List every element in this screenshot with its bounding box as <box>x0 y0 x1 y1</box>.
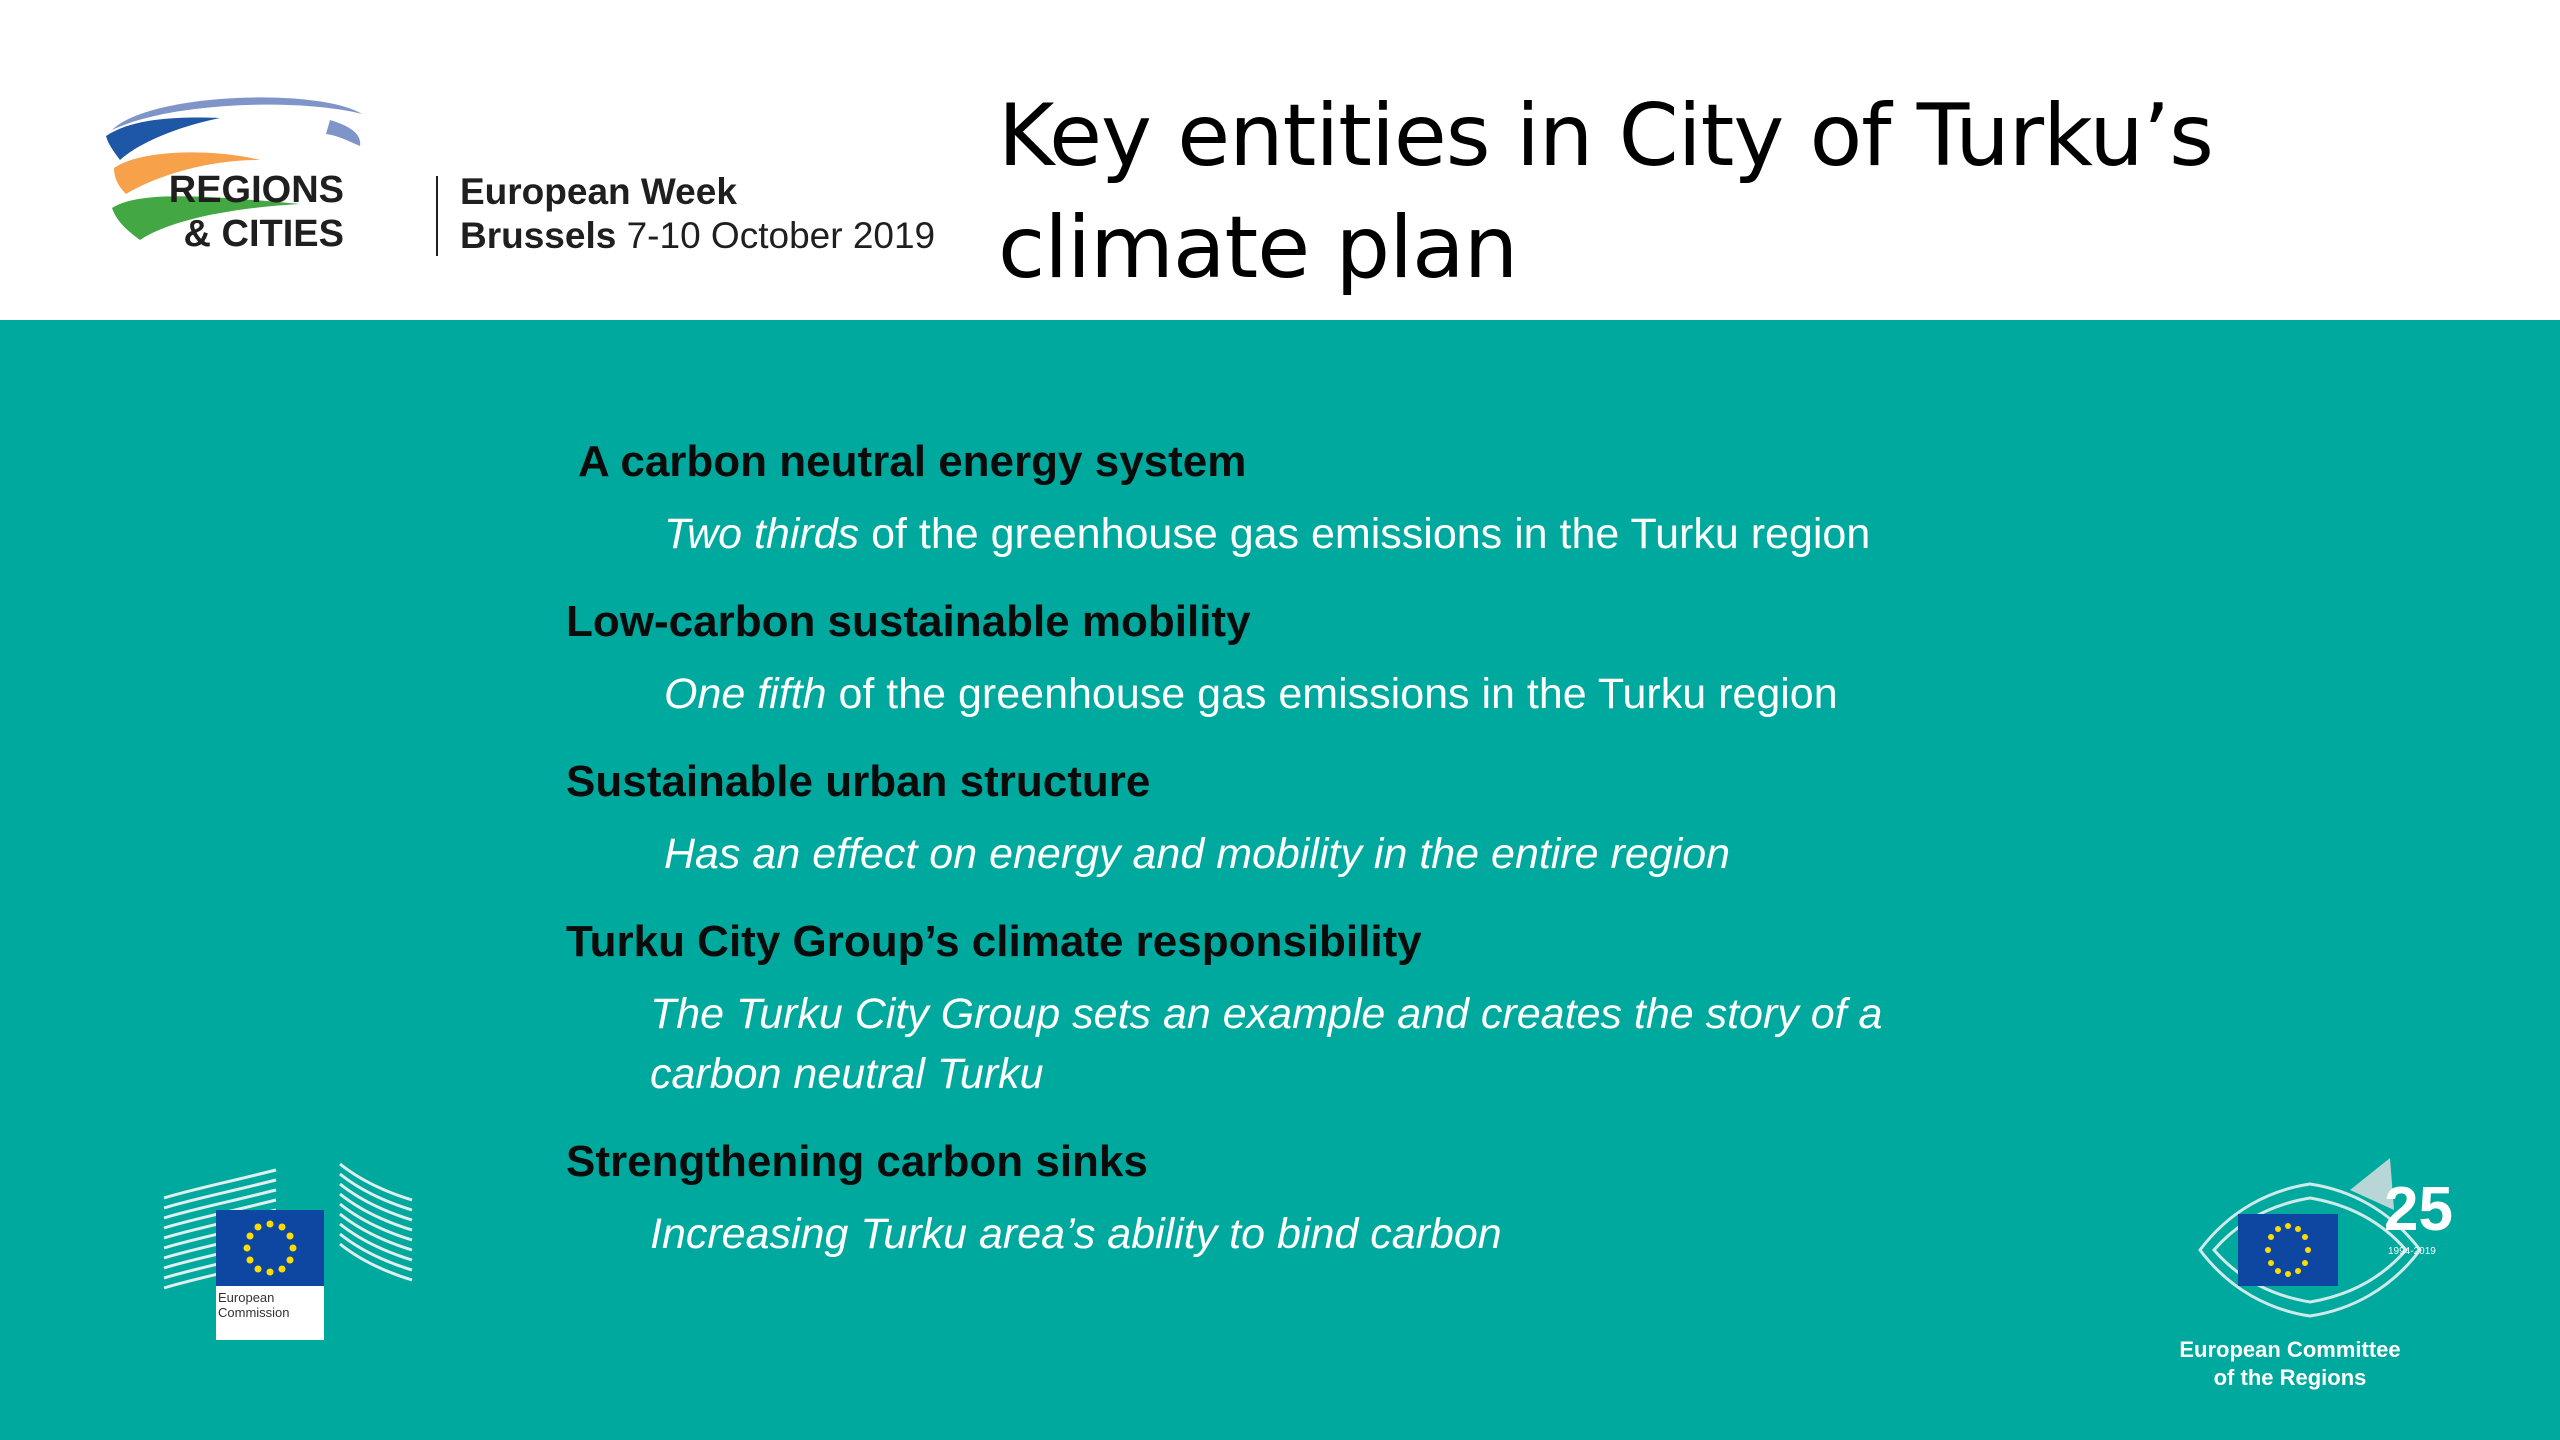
entity-detail-city-group-line-2: carbon neutral Turku <box>650 1050 1044 1098</box>
slide-title <box>998 80 2298 304</box>
entity-detail-urban-structure: Has an effect on energy and mobility in the entire region <box>664 830 1731 878</box>
event-info <box>460 170 935 258</box>
entity-heading-city-group: Turku City Group’s climate responsibility <box>566 917 1422 966</box>
entity-detail-mobility <box>664 664 1838 724</box>
ec-label <box>218 1290 318 1320</box>
title-line-2: climate plan <box>998 198 1518 298</box>
entity-heading-mobility: Low-carbon sustainable mobility <box>566 597 1251 646</box>
entity-detail-text: of the greenhouse gas emissions in the Turku region <box>826 670 1838 718</box>
regions-cities-wordmark <box>64 168 344 256</box>
event-city-text: Brussels <box>460 215 617 256</box>
entity-detail-emphasis: Two thirds <box>664 510 860 558</box>
event-week-text: European Week <box>460 171 737 212</box>
cities-text: & CITIES <box>183 213 344 255</box>
cor-25-number: 25 <box>2384 1175 2453 1244</box>
committee-of-regions-logo-icon <box>2190 1150 2460 1330</box>
cor-label-line-2: of the Regions <box>2213 1365 2367 1390</box>
entity-detail-text: of the greenhouse gas emissions in the Turku region <box>859 510 1871 558</box>
cor-years-text: 1994-2019 <box>2388 1246 2436 1257</box>
regions-text: REGIONS <box>168 169 344 211</box>
ec-label-line-1: European <box>218 1290 275 1305</box>
header <box>0 0 2560 320</box>
event-logo <box>100 90 936 270</box>
cor-label <box>2150 1336 2430 1392</box>
event-dates-text: 7-10 October 2019 <box>626 215 936 256</box>
title-line-1: Key entities in City of Turku’s <box>998 86 2213 186</box>
entity-heading-urban-structure: Sustainable urban structure <box>566 757 1151 806</box>
entity-detail-city-group-line-1: The Turku City Group sets an example and creates the story of a <box>650 990 1883 1038</box>
entity-detail-energy <box>664 504 1870 564</box>
cor-label-line-1: European Committee <box>2179 1337 2401 1362</box>
logo-divider <box>436 176 438 256</box>
event-location-date <box>460 214 935 258</box>
entity-heading-energy: A carbon neutral energy system <box>578 437 1247 486</box>
entity-heading-carbon-sinks: Strengthening carbon sinks <box>566 1137 1148 1186</box>
entity-detail-emphasis: One fifth <box>664 670 827 718</box>
entity-detail-carbon-sinks: Increasing Turku area’s ability to bind carbon <box>650 1210 1502 1258</box>
ec-label-line-2: Commission <box>218 1305 290 1320</box>
